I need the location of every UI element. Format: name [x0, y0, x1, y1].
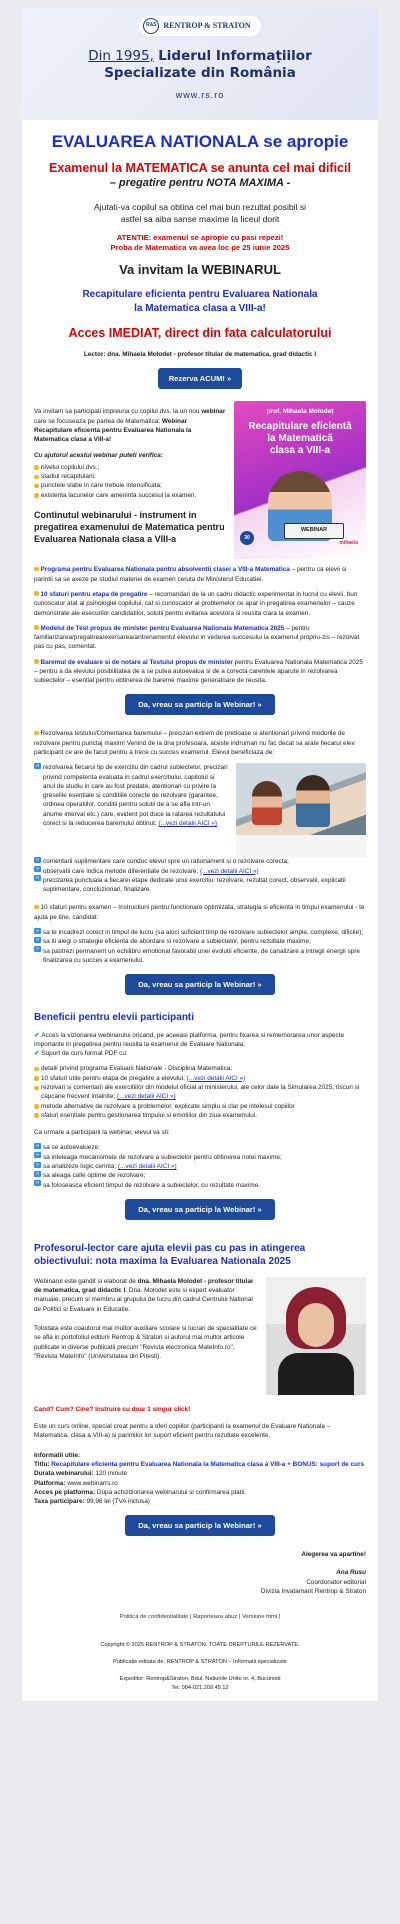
details-link[interactable]: (...vezi detalii AICI ») [158, 820, 218, 827]
webinar-promo-image [234, 401, 366, 559]
promo-title-line1: Recapitulare eficientă [248, 420, 352, 432]
list-item: detalii privind programa Evaluarii Nationale - Disciplina Matematica; [34, 1064, 366, 1073]
check-text: Acces la vizionarea webinarului oricand, pe aceeasi platforma, pentru fixarea si rememorarea unor aspecte importante in pregatirea pentru reusita la examenul de Evaluare Nationala; [34, 1031, 345, 1048]
participate-button[interactable]: Da, vreau sa particip la Webinar! » [125, 1199, 275, 1220]
info-value: Dupa achizitionarea webinarului si confirmarea platii. [96, 1488, 247, 1496]
expeditor-address: Expeditor: Rentrop&Straton, Bdul. Natiunile Unite nr. 4, Bucuresti [119, 1676, 281, 1683]
ajutati-line2: astfel sa aiba sanse maxime la liceul dorit [120, 213, 280, 224]
logo-text: RENTROP & STRATON [163, 21, 251, 31]
lector-paragraph-2: Totodata este coautorul mai multor auxiliare scolare si lucrari de specialitate ce se afla in portofoliul editurii Rentrop & Straton si autorul mai multor articole publicate in diverse publicatii precum "Revista electronica MateInfo.ro", "Revista MateInfo" (Universitatea din Pitesti). [34, 1324, 257, 1360]
copyright-text: Copyright © 2025 RENTROP & STRATON. TOATE DREPTURILE REZERVATE. [100, 1642, 300, 1649]
info-durata [34, 1469, 366, 1478]
lector-text-column [34, 1277, 258, 1395]
ajutati-line1: Ajutati-va copilul sa obtina cel mai bun rezultat posibil si [93, 201, 307, 212]
brand-logo[interactable] [139, 16, 260, 36]
list-item: » sa foloseasca eficient timpul de rezolvare a subiectelor, cu rezultate maxime. [34, 1181, 366, 1190]
item-programa-text: – pentru ca elevii si parintii sa se axeze pe studiul materiei de examen ceruta de Ministerul Educatiei. [34, 566, 347, 583]
continut-heading: Continutul webinarului - instrument in pregatirea examenului de Matematica pentru Evaluarea Nationala clasa a VIII-a [34, 509, 225, 545]
section-lector [22, 1242, 378, 1597]
author-photo [266, 1277, 366, 1395]
item-model-title: Modelul de Test propus de minister pentru Evaluarea Nationala Matematica 2025 [40, 624, 285, 632]
info-platforma [34, 1479, 366, 1488]
checkmark-icon: ✔ [34, 1031, 40, 1039]
info-value: Recapitulare eficienta pentru Evaluarea Nationala la Matematica clasa a VIII-a + BONUS: suport de curs [51, 1460, 365, 1468]
promo-signature: mihaela [339, 540, 358, 547]
acces-heading: Acces IMEDIAT, direct din fata calculatorului [68, 325, 332, 340]
list-item [34, 1162, 366, 1171]
atentie-line1: ATENTIE: examenul se apropie cu pasi repezi! [116, 232, 284, 242]
privacy-link[interactable]: Politica de confidentialitate [119, 1613, 189, 1620]
intro-text-column [34, 401, 226, 559]
bullet-icon [34, 905, 39, 910]
bullet-icon [34, 625, 39, 630]
item-barem-text: pentru Evaluarea Nationala Matematica 2025 – pentru a da elevului posibilitatea de a se putea autoevalua si de a corecta carentele aparute in rezolvarea subiectelor – esential pentru obtinerea de bareme maxime generatoare de reusita. [34, 658, 363, 685]
desk-shape [236, 835, 366, 857]
invitation-text-d: Webinar Recapitulare eficienta pentru Evaluarea Nationala la Matematica clasa a VIII-a! [34, 417, 192, 444]
html-version-link[interactable]: Versiune html [242, 1613, 278, 1620]
invitation-paragraph [34, 407, 226, 444]
list-item [34, 1074, 366, 1083]
promo-prof: prof. Mihaela Molodeț [266, 408, 334, 416]
details-link[interactable]: (...vezi detalii AICI ») [186, 1074, 246, 1082]
participate-button[interactable]: Da, vreau sa particip la Webinar! » [125, 694, 275, 715]
promo-title [234, 421, 366, 457]
hero-year: Din 1995, [88, 48, 154, 64]
list-item-text: 10 sfaturi utile pentru etapa de pregatire a elevului; [41, 1074, 185, 1082]
info-heading: Informatii utile: [34, 1451, 81, 1459]
sfaturi-arrow-list [34, 928, 366, 965]
list-item [34, 763, 228, 828]
footer-links: Politica de confidentialitate | Raporteaza abuz | Versiune html | [119, 1613, 281, 1620]
info-label: Taxa participare: [34, 1498, 85, 1506]
atentie-notice [34, 233, 366, 254]
recap-line1: Recapitulare eficienta pentru Evaluarea Nationala [82, 288, 318, 300]
item-barem-title: Baremul de evaluare si de notare al Testului propus de minister [40, 658, 233, 666]
rezerva-button[interactable]: Rezerva ACUM! » [158, 368, 242, 389]
list-item: » sa iti alegi o strategie eficienta de abordare si rezolvare a subiectelor, pentru rezultate maxime; [34, 937, 366, 946]
list-item: existenta lacunelor care ameninta succesul la examen. [34, 491, 226, 500]
beneficii-heading: Beneficii pentru elevii participanti [34, 1012, 195, 1024]
email-body [22, 8, 378, 1631]
exam-headline: Examenul la MATEMATICA se anunta cel mai dificil [49, 160, 351, 175]
invitation-text-b: webinar [201, 408, 226, 416]
student-figure [252, 781, 282, 825]
item-barem [34, 658, 366, 686]
checkmark-icon: ✔ [34, 1050, 40, 1058]
check-text: Suport de curs format PDF cu: [41, 1050, 128, 1058]
intro-section [22, 130, 378, 389]
hero-title-line2: Specializate din România [104, 64, 296, 81]
urmare-text: Ca urmare a participarii la webinar, elevul va sti: [34, 1129, 170, 1137]
lector-text-c: . Dna. Molodet este si expert evaluator manuale, precum si membru al grupului de lucru din cadrul Centrului National de Politici si Evaluare in Educatie. [34, 1287, 253, 1313]
rezolvare-intro [34, 729, 366, 757]
section-continut [22, 401, 378, 715]
info-acces [34, 1488, 366, 1497]
list-item [34, 1083, 366, 1102]
recap-line2: la Matematica clasa a VIII-a! [134, 302, 266, 314]
list-item: nivelul copilului dvs.; [34, 463, 226, 472]
item-model-test [34, 624, 366, 652]
sfaturi-text: 10 sfaturi pentru examen – Instructiuni pentru functionare optimizata, strategia si eficienta in timpul examenului - te ajuta pe tine, candidat: [34, 904, 365, 921]
invitam-heading: Va invitam la WEBINARUL [119, 262, 281, 278]
list-item: sfaturi esentiale pentru gestionarea timpului si emotiilor din ziua examenului. [34, 1111, 366, 1120]
info-value: 120 minute [95, 1470, 128, 1478]
footer [22, 1631, 378, 1701]
intro-row [34, 401, 366, 559]
info-value: www.webinarrs.ro [67, 1479, 118, 1487]
cand-heading: Cand? Cum? Cine? Instruire cu doar 1 singur click! [34, 1405, 191, 1413]
curs-paragraph: Este un curs online, special creat pentru a oferi copiilor (participanti la examenul de Evaluare Nationala – Matematica, clasa a VIII-a) si parintilor lor suport eficient pentru rezultate excelente. [34, 1423, 331, 1440]
list-item: metode alternative de rezolvare a problemelor, explicate simplu si clar pe intelesul copiilor [34, 1102, 366, 1111]
hero-title [32, 48, 368, 82]
anniversary-badge-icon: 30 [240, 531, 254, 545]
publicatie-text: Publicatie editata de: RENTROP & STRATON – Informatii specializate [113, 1659, 287, 1666]
info-label: Acces pe platforma: [34, 1488, 96, 1496]
expeditor-text [32, 1675, 368, 1693]
rezolvare-arrow-list [34, 763, 228, 857]
bullet-icon [34, 731, 39, 736]
promo-title-line3: clasa a VIII-a [269, 444, 331, 456]
students-photo [236, 763, 366, 857]
list-item: » precizarea punctuala a fiecarei etape dedicate unui exercitiu: rezolvare, rezultat corect, observatii, explicatii suplimentare, concluzionari, finalizare. [34, 876, 366, 895]
list-item: punctele slabe in care trebuie intensificata; [34, 481, 226, 490]
list-item-text: sa analizeze logic cerinta; [43, 1163, 117, 1170]
arrow-item-text: observatii care indica metode diferentiate de rezolvare; [43, 867, 199, 875]
info-titlu [34, 1460, 366, 1469]
details-link[interactable]: (...vezi detalii AICI ») [200, 867, 259, 875]
rezolvare-intro-text: Rezolvarea testului/Comentarea baremului – precizari extrem de pretioase si atentionari privind modurile de rezolvare pentru punctaj maxim! Venind de la dna profesoara, aceste indrumari nu fac decat sa arate fiecarui elev participant ce are de facut pentru a trece cu succes examenul. Elevul beneficiaza de: [34, 730, 355, 757]
hero-title-line1: Liderul Informațiilor [158, 48, 312, 64]
list-item: » sa pastrezi permanent un echilibru emotional favorabil unei evolutii eficiente, de canalizare a intregii energii spre finalizarea cu succes a examenului. [34, 947, 366, 966]
list-item: » sa inteleaga mecanismele de rezolvare a subiectelor pentru obtinerea notei maxime; [34, 1153, 366, 1162]
headline: EVALUAREA NATIONALA se apropie [51, 132, 349, 151]
bullet-icon [34, 659, 39, 664]
signature-block [34, 1550, 366, 1596]
lector-paragraph-1 [34, 1277, 258, 1314]
item-sfaturi [34, 590, 366, 618]
student-figure [296, 775, 330, 827]
atentie-line2: Proba de Matematica va avea loc pe 25 iunie 2025 [110, 242, 290, 252]
arrow-item-text: rezolvarea fiecarui tip de exercitiu din cadrul subiectelor, precizari privind competenta evaluata in cadrul exercitiului, capitolul si anul de studiu in care au fost predate, atentionari cu privire la greselile esentiale si conditiile corecte de rezolvare (garantee, ordinea operatiilor, conditii pentru solutii de a se afla intr-un anume interval etc.) care, evident pot duce la ratarea rezultatului corect si la reducerea baremului obtinut; [43, 764, 228, 827]
item-model-text: – pentru familiarizarea/pregatirea/exersarea/antrenamentul elevului in vederea succesului la examenul propriu-zis – rezolvat pas cu pas, comentat. [34, 624, 360, 651]
list-item: » comentarii suplimentare care conduc elevul spre un rationament si o rezolvare corecta; [34, 857, 366, 866]
rezolvare-arrow-list-2 [34, 857, 366, 894]
ajutati-text [34, 201, 366, 225]
hero-url[interactable]: www.rs.ro [175, 89, 225, 100]
signature-role: Coordonator editorial [306, 1578, 366, 1586]
expeditor-phone: Tel: 004-021.209.45.12 [171, 1685, 229, 1692]
report-abuse-link[interactable]: Raporteaza abuz [193, 1613, 238, 1620]
recap-heading [34, 288, 366, 316]
author-face-shape [298, 1303, 334, 1347]
details-link[interactable]: (...vezi detalii AICI ») [117, 1093, 176, 1101]
info-taxa [34, 1497, 366, 1506]
item-programa [34, 565, 366, 584]
suport-list [34, 1064, 366, 1120]
invitation-text-c: care se focuseaza pe partea de Matematica: [34, 417, 161, 425]
item-sfaturi-title: 10 sfaturi pentru etapa de pregatire [40, 590, 148, 598]
bullet-icon [34, 567, 39, 572]
list-item-text: rezolvari si comentarii ale exercitiilor din modelul oficial al ministerului, ale celor date la Simularea 2025, riscuri si capcane frecvent intalnite; [41, 1084, 360, 1101]
urmare-arrow-list [34, 1143, 366, 1189]
ajutor-text: Cu ajutorul acestui webinar puteti verifica: [34, 451, 163, 459]
section-beneficii [22, 1011, 378, 1220]
info-label: Titlu: [34, 1460, 50, 1468]
bullet-icon [34, 591, 39, 596]
participate-button[interactable]: Da, vreau sa particip la Webinar! » [125, 1515, 275, 1536]
logo-mark-icon: R&S [143, 18, 159, 34]
list-item: » sa se autoevalueze; [34, 1143, 366, 1152]
invitation-text-a: Va invitam sa participati impreuna cu copilul dvs. la un nou [34, 408, 200, 416]
list-item: stadiul recapitularii; [34, 472, 226, 481]
lector-heading: Profesorul-lector care ajuta elevii pas cu pas in atingerea obiectivului: nota maxima la Evaluarea Nationala 2025 [34, 1242, 306, 1268]
exam-subheadline: – pregatire pentru NOTA MAXIMA - [109, 177, 291, 190]
signature-greeting: Alegerea va apartine! [301, 1551, 366, 1559]
hero-banner [22, 8, 378, 120]
item-sfaturi-text: – recomandari de la un cadru didactic experimentat in lucrul cu elevii, bun cunoscator atat al psihologiei copilului, cat si cunoscator al problemelor ce apar in pregatirea examenelor – cauze demonstrate ale esecurilor candidatilor, solutii pentru evitarea acestora si reusita clara la examen. [34, 590, 358, 617]
info-label: Durata webinarului: [34, 1470, 94, 1478]
lector-text: Lector: dna. Mihaela Molodet - profesor titular de matematica, grad didactic I [83, 351, 317, 359]
author-body-shape [278, 1353, 354, 1395]
beneficii-check-1 [34, 1031, 366, 1059]
checks-list [34, 463, 226, 500]
item-programa-title: Programa pentru Evaluarea Nationala pentru absolventii clasei a VIII-a Matematica [40, 566, 290, 574]
promo-title-line2: la Matematică [267, 432, 333, 444]
info-label: Platforma: [34, 1479, 66, 1487]
list-item [34, 867, 366, 876]
info-block [34, 1451, 366, 1507]
rezolvare-row [34, 763, 366, 857]
section-rezolvare [22, 729, 378, 995]
signature-name: Ana Rusu [336, 1568, 366, 1576]
details-link[interactable]: (...vezi detalii AICI ») [117, 1163, 177, 1170]
laptop-icon: WEBINAR [284, 523, 344, 539]
sfaturi-examen [34, 903, 366, 922]
info-value: 99,96 lei (TVA inclusa) [86, 1498, 150, 1506]
list-item: » sa te incadrezi corect in timpul de lucru (sa aloci suficient timp de rezolvare subiectelor ample, complexe, dificile); [34, 928, 366, 937]
lector-text-a: Webinarul este gandit si elaborat de [34, 1277, 136, 1285]
signature-dept: Divizia Invatamant Rentrop & Straton [260, 1588, 366, 1596]
lector-text-b: dna. Mihaela Molodet - profesor titular de matematica, grad didactic I [34, 1277, 254, 1295]
participate-button[interactable]: Da, vreau sa particip la Webinar! » [125, 974, 275, 995]
list-item: » sa aleaga calle optime de rezolvare; [34, 1171, 366, 1180]
lector-row [34, 1277, 366, 1395]
